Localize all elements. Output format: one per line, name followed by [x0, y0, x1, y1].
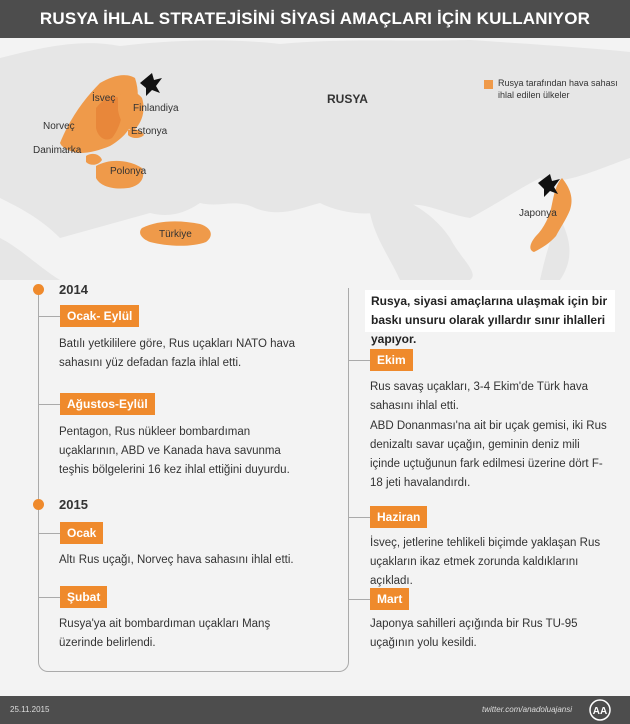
event-text: İsveç, jetlerine tehlikeli biçimde yaklaşan Rus uçakların ikaz etmek zorunda kaldıklarını açıkladı.	[370, 537, 601, 587]
event-tag-subat: Şubat	[60, 586, 107, 608]
event-tag-mart: Mart	[370, 588, 409, 610]
legend-swatch	[484, 80, 493, 89]
event-text: ABD Donanması'na ait bir uçak gemisi, iki Rus denizaltı savar uçağın, geminin deniz mili içinde uçtuğunun fark edilmesi üzerine dört F-18 jeti havalandırdı.	[370, 420, 607, 489]
map-label-estonia: Estonya	[131, 126, 168, 137]
event-text: Japonya sahilleri açığında bir Rus TU-95 uçağının yolu kesildi.	[370, 618, 578, 649]
header-bar	[0, 0, 630, 38]
map-label-turkey: Türkiye	[159, 229, 192, 240]
timeline-tick	[39, 597, 61, 598]
footer-bar	[0, 696, 630, 724]
timeline-tick	[39, 316, 61, 317]
footer-twitter-link[interactable]: twitter.com/anadoluajansi	[482, 705, 572, 714]
legend-text: Rusya tarafından hava sahası ihlal edilen ülkeler	[498, 78, 618, 100]
timeline-tick	[349, 517, 371, 518]
map-graphic	[0, 38, 630, 280]
event-text: Altı Rus uçağı, Norveç hava sahasını ihlal etti.	[59, 554, 294, 566]
map-label-russia: RUSYA	[327, 92, 368, 106]
footer-date: 25.11.2015	[10, 705, 50, 714]
aa-logo	[582, 699, 618, 721]
timeline-tick	[349, 360, 371, 361]
event-tag-ekim: Ekim	[370, 349, 413, 371]
map-label-denmark: Danimarka	[33, 145, 82, 156]
timeline-tick	[39, 404, 61, 405]
intro-text: Rusya, siyasi amaçlarına ulaşmak için bir baskı unsuru olarak yıllardır sınır ihlalleri yapıyor.	[365, 290, 615, 332]
timeline-dot	[33, 499, 44, 510]
map-label-finland: Finlandiya	[133, 103, 179, 114]
map-label-norway: Norveç	[43, 121, 75, 132]
event-tag-ocak: Ocak	[60, 522, 103, 544]
timeline-dot	[33, 284, 44, 295]
event-tag-ocak-eylul: Ocak- Eylül	[60, 305, 139, 327]
timeline-tick	[39, 533, 61, 534]
page-title: RUSYA İHLAL STRATEJİSİNİ SİYASİ AMAÇLARI İÇİN KULLANIYOR	[39, 9, 591, 28]
event-tag-agustos-eylul: Ağustos-Eylül	[60, 393, 155, 415]
event-tag-haziran: Haziran	[370, 506, 427, 528]
year-2015: 2015	[59, 497, 88, 512]
event-text: Rusya'ya ait bombardıman uçakları Manş üzerinde belirlendi.	[59, 618, 271, 649]
event-text: Batılı yetkililere göre, Rus uçakları NATO hava sahasını yüz defadan fazla ihlal etti.	[59, 338, 296, 369]
map-label-japan: Japonya	[519, 208, 557, 219]
year-2014: 2014	[59, 282, 88, 297]
logo-text: AA	[592, 706, 608, 717]
timeline-tick	[349, 599, 371, 600]
event-text: Rus savaş uçakları, 3-4 Ekim'de Türk hava sahasını ihlal etti.	[370, 381, 589, 412]
event-text: Pentagon, Rus nükleer bombardıman uçaklarının, ABD ve Kanada hava savunma teşhis bölgelerini 16 kez ihlal ettiğini duyurdu.	[59, 426, 290, 476]
world-map	[0, 38, 630, 280]
map-label-sweden: İsveç	[92, 93, 116, 104]
map-label-poland: Polonya	[110, 166, 147, 177]
